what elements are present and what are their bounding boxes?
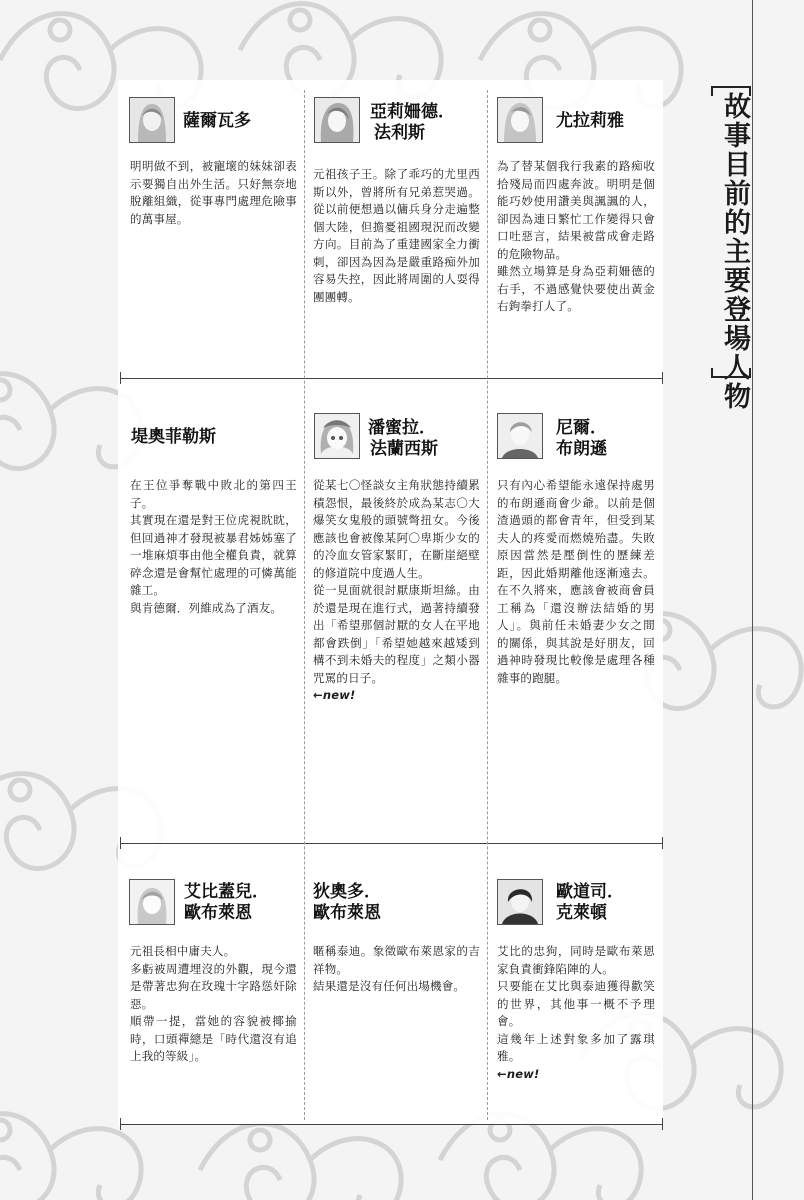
character-name-line: 歐布萊恩	[313, 903, 381, 923]
character-description	[130, 943, 297, 1066]
row-divider-tick	[120, 1118, 121, 1130]
description-paragraph: 暱稱泰迪。象徵歐布萊恩家的吉祥物。	[313, 944, 480, 976]
abigail-portrait-icon	[129, 879, 175, 925]
description-paragraph: 與肯德爾．列維成為了酒友。	[130, 600, 283, 615]
character-description	[313, 477, 480, 705]
pamela-portrait-icon	[314, 413, 360, 459]
description-paragraph: 只要能在艾比與泰迪獲得歡笑的世界，其他事一概不予理會。	[497, 979, 655, 1028]
eulalia-portrait-icon	[497, 97, 543, 143]
row-divider	[120, 843, 663, 844]
character-name: 薩爾瓦多	[183, 111, 251, 131]
description-paragraph: 只有內心希望能永遠保持處男的布朗遜商會少爺。以前是個渣過頭的都會青年，但受到某夫人的疼愛而燃燒殆盡。失敗原因當然是壓倒性的歷練差距，因此婚期離他逐漸遠去。在不久將來，應該會被商會員工稱為「還沒辦法結婚的男人」。與前任未婚妻少女之間的關係，與其說是好朋友，回過神時發現比較像是處理各種雜事的跑腿。	[497, 478, 655, 685]
character-name: 尤拉莉雅	[556, 111, 624, 131]
character-name-line: 狄奧多．	[313, 882, 381, 902]
row-divider-tick	[120, 372, 121, 384]
description-paragraph: 從某七〇怪談女主角狀態持續累積怨恨，最後終於成為某志〇大爆笑女鬼般的頭號彆扭女。今後應該也會被像某阿〇卑斯少女的的冷血女管家緊盯，在斷崖絕壁的修道院中度過人生。	[313, 478, 480, 580]
character-name-line: 歐道司．	[556, 882, 624, 902]
description-paragraph: 為了替某個我行我素的路痴收拾殘局而四處奔波。明明是個能巧妙使用讚美與諷諷的人，卻因為連日繁忙工作變得只會口吐惡言，結果被當成會走路的危險物品。	[497, 159, 655, 261]
character-description	[313, 943, 480, 996]
character-description	[497, 477, 655, 687]
character-description	[130, 477, 297, 617]
character-name	[556, 882, 624, 924]
description-paragraph: 在王位爭奪戰中敗北的第四王子。	[130, 478, 297, 510]
character-description	[313, 166, 480, 306]
character-name-line: 潘蜜拉．	[368, 418, 436, 438]
description-paragraph: 艾比的忠狗，同時是歐布萊恩家負責衝鋒陷陣的人。	[497, 944, 655, 976]
description-paragraph: 元祖孩子王。除了乖巧的尤里西斯以外，曾將所有兄弟惹哭過。從以前便想過以傭兵身分走遍整個大陸，但擔憂祖國現況而改變方向。目前為了重建國家全力衝刺，卻因為因為是嚴重路痴外加容易失控，因此將周圍的人耍得團團轉。	[313, 167, 480, 304]
character-name-line: 艾比蓋兒．	[184, 882, 269, 902]
description-paragraph: 其實現在還是對王位虎視眈眈，但回過神才發現被暴君姊姊塞了一堆麻煩事由他全權負責，就算碎念還是會幫忙處理的可憐萬能雜工。	[130, 513, 297, 597]
character-name	[184, 882, 269, 924]
row-divider-tick	[662, 1118, 663, 1130]
character-description	[130, 158, 297, 228]
character-name-line: 布朗遜	[556, 439, 607, 459]
character-name	[368, 418, 438, 460]
description-paragraph: 明明做不到，被寵壞的妹妹卻表示要獨自出外生活。只好無奈地脫離組織，從事專門處理危險事的萬事屋。	[130, 159, 297, 226]
description-paragraph: 元祖長相中庸夫人。	[130, 944, 236, 958]
row-divider-tick	[662, 372, 663, 384]
character-name-line: 克萊頓	[556, 903, 607, 923]
character-name-line: 法蘭西斯	[370, 439, 438, 459]
column-divider	[487, 90, 488, 1120]
odos-portrait-icon	[497, 879, 543, 925]
character-name: 堤奧菲勒斯	[131, 427, 216, 447]
character-description	[497, 943, 655, 1083]
character-name-line: 法利斯	[374, 123, 425, 143]
neil-portrait-icon	[497, 413, 543, 459]
character-name-line: 尼爾．	[556, 418, 607, 438]
description-paragraph: 多虧被周遭埋沒的外觀，現今還是帶著忠狗在玫瑰十字路慫奸除惡。	[130, 961, 297, 1011]
title-bracket-bottom	[711, 368, 751, 378]
column-divider	[304, 90, 305, 1120]
character-name	[556, 418, 607, 460]
row-divider	[120, 1124, 663, 1125]
alexandra-portrait-icon	[314, 97, 360, 143]
character-name	[370, 102, 455, 144]
new-tag: ←new!	[497, 1066, 540, 1081]
salvador-portrait-icon	[129, 97, 175, 143]
description-paragraph: 雖然立場算是身為亞莉姍德的右手，不過感覺快要使出黃金右鉤拳打人了。	[497, 264, 655, 313]
description-paragraph: 這幾年上述對象多加了露琪雅。	[497, 1031, 655, 1063]
character-name-line: 亞莉姍德．	[370, 102, 455, 122]
description-paragraph: 從一見面就很討厭康斯坦絲。由於還是現在進行式，過著持續發出「希望那個討厭的女人在平地都會跌倒」「希望她越來越矮到構不到未婚夫的程度」之類小器咒罵的日子。	[313, 583, 480, 685]
row-divider-tick	[662, 837, 663, 849]
page-title: 故事目前的主要登場人物	[719, 92, 750, 411]
page-edge-line	[752, 0, 753, 1200]
character-description	[497, 158, 655, 316]
description-paragraph: 順帶一提，當她的容貌被揶揄時，口頭禪總是「時代還沒有追上我的等級」。	[130, 1014, 297, 1063]
description-paragraph: 結果還是沒有任何出場機會。	[313, 979, 466, 993]
row-divider	[120, 378, 663, 379]
character-name	[313, 882, 381, 924]
new-tag: ←new!	[313, 688, 356, 702]
row-divider-tick	[120, 837, 121, 849]
character-name-line: 歐布萊恩	[184, 903, 252, 923]
